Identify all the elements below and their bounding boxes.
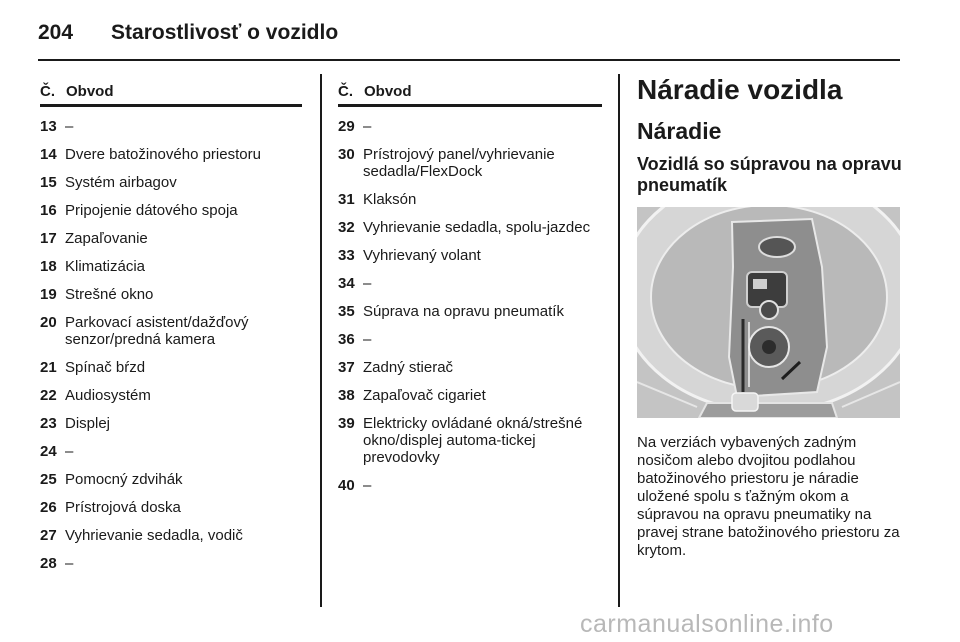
page-header: [38, 18, 900, 48]
row-label: Systém airbagov: [65, 174, 177, 191]
body-paragraph: Na verziách vybavených zadným nosičom alebo dvojitou podlahou batožinového priestoru je náradie uložené spolu s ťažným okom a súpravou na opravu pneumatiky na pravej strane batožinového priestoru za krytom.: [637, 434, 900, 559]
row-number: 23: [40, 415, 57, 432]
row-number: 38: [338, 387, 355, 404]
row-label: Pripojenie dátového spoja: [65, 202, 238, 219]
row-label: –: [363, 331, 372, 348]
row-label: Elektricky ovládané okná/strešné okno/displej automa-tickej prevodovky: [363, 415, 583, 466]
row-number: 25: [40, 471, 57, 488]
row-label: Prístrojový panel/vyhrievanie sedadla/FlexDock: [363, 146, 555, 180]
row-number: 35: [338, 303, 355, 320]
table-header-label: Obvod: [66, 83, 114, 100]
row-number: 40: [338, 477, 355, 494]
row-number: 19: [40, 286, 57, 303]
row-number: 20: [40, 314, 57, 331]
table-header: [338, 80, 602, 107]
table-row: [40, 230, 302, 247]
row-label: Klimatizácia: [65, 258, 146, 275]
row-number: 36: [338, 331, 355, 348]
table-row: [40, 471, 302, 488]
table-header-num: Č.: [338, 83, 353, 100]
row-label: Vyhrievaný volant: [363, 247, 481, 264]
row-number: 14: [40, 146, 57, 163]
row-label: –: [65, 443, 74, 460]
table-row: [338, 331, 602, 348]
table-row: [40, 286, 302, 303]
table-row: [338, 191, 602, 208]
row-number: 34: [338, 275, 355, 292]
table-row: [40, 314, 302, 348]
table-header-num: Č.: [40, 83, 55, 100]
table-row: [338, 275, 602, 292]
row-label: Súprava na opravu pneumatík: [363, 303, 564, 320]
row-label: –: [65, 118, 74, 135]
table-row: [338, 118, 602, 135]
row-label: Audiosystém: [65, 387, 151, 404]
table-rows: [40, 118, 302, 572]
column-divider-1: [320, 74, 322, 607]
table-rows: [338, 118, 602, 494]
table-row: [338, 387, 602, 404]
subsubsection-heading: Vozidlá so súpravou na opravu pneumatík: [637, 154, 902, 195]
row-label: –: [363, 477, 372, 494]
row-number: 16: [40, 202, 57, 219]
row-number: 30: [338, 146, 355, 163]
row-label: Zapaľovanie: [65, 230, 148, 247]
row-label: Displej: [65, 415, 111, 432]
table-row: [40, 359, 302, 376]
row-number: 29: [338, 118, 355, 135]
table-row: [40, 146, 302, 163]
table-row: [338, 359, 602, 376]
row-number: 17: [40, 230, 57, 247]
row-label: Prístrojová doska: [65, 499, 181, 516]
table-row: [40, 527, 302, 544]
row-number: 37: [338, 359, 355, 376]
row-number: 39: [338, 415, 355, 432]
subsection-heading: Náradie: [637, 118, 722, 144]
table-row: [40, 387, 302, 404]
page-title: Starostlivosť o vozidlo: [111, 21, 339, 44]
row-label: Strešné okno: [65, 286, 154, 303]
row-number: 26: [40, 499, 57, 516]
row-number: 15: [40, 174, 57, 191]
row-number: 18: [40, 258, 57, 275]
row-label: Vyhrievanie sedadla, vodič: [65, 527, 243, 544]
fuse-table-right: [338, 80, 602, 494]
row-label: Pomocný zdvihák: [65, 471, 183, 488]
trunk-tool-photo: [637, 207, 900, 418]
table-row: [40, 174, 302, 191]
row-number: 32: [338, 219, 355, 236]
page-number: 204: [38, 21, 74, 44]
trunk-tool-illustration: [637, 207, 900, 418]
table-row: [338, 415, 602, 466]
row-label: –: [65, 555, 74, 572]
table-row: [338, 219, 602, 236]
row-number: 13: [40, 118, 57, 135]
row-label: Parkovací asistent/dažďový senzor/predná kamera: [65, 314, 249, 348]
table-header: [40, 80, 302, 107]
row-number: 28: [40, 555, 57, 572]
fuse-table-left: [40, 80, 302, 572]
section-heading: Náradie vozidla: [637, 74, 843, 105]
row-number: 33: [338, 247, 355, 264]
row-number: 27: [40, 527, 57, 544]
table-row: [40, 415, 302, 432]
row-number: 24: [40, 443, 57, 460]
table-row: [338, 146, 602, 180]
row-label: Klaksón: [363, 191, 417, 208]
table-header-label: Obvod: [364, 83, 412, 100]
row-number: 31: [338, 191, 355, 208]
table-row: [40, 118, 302, 135]
table-row: [40, 202, 302, 219]
row-label: Dvere batožinového priestoru: [65, 146, 261, 163]
row-number: 21: [40, 359, 57, 376]
watermark: carmanualsonline.info: [580, 610, 834, 638]
row-label: –: [363, 118, 372, 135]
row-label: Spínač bŕzd: [65, 359, 146, 376]
table-row: [40, 443, 302, 460]
table-row: [40, 258, 302, 275]
column-divider-2: [618, 74, 620, 607]
table-row: [40, 555, 302, 572]
row-label: –: [363, 275, 372, 292]
row-number: 22: [40, 387, 57, 404]
row-label: Zadný stierač: [363, 359, 454, 376]
row-label: Zapaľovač cigariet: [363, 387, 486, 404]
tools-section: [637, 74, 905, 560]
table-row: [338, 247, 602, 264]
table-row: [338, 303, 602, 320]
row-label: Vyhrievanie sedadla, spolu-jazdec: [363, 219, 591, 236]
table-row: [338, 477, 602, 494]
table-row: [40, 499, 302, 516]
header-divider: [38, 59, 900, 61]
